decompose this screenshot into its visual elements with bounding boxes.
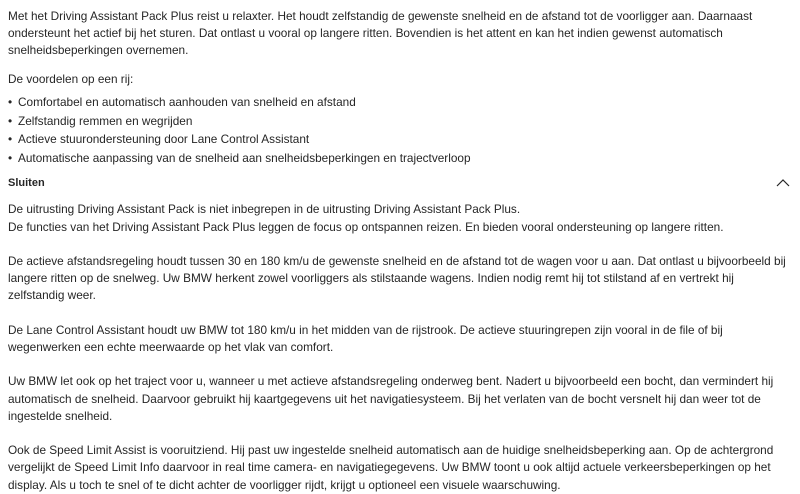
benefits-heading: De voordelen op een rij: [8, 71, 134, 86]
detail-paragraph: De uitrusting Driving Assistant Pack is niet inbegrepen in de uitrusting Driving Assistant Pack Plus. [8, 202, 521, 217]
details-section [8, 201, 792, 493]
detail-paragraph: De actieve afstandsregeling houdt tussen 30 en 180 km/u de gewenste snelheid en de afstand tot de wagen voor u aan. Dat ontlast u bijvoorbeeld bij langere ritten op de snelweg. Uw BMW herkent zowel voorliggers als stilstaande wagens. Indien nodig remt hij tot stilstand af en vertrekt hij zelfstandig weer. [8, 254, 786, 303]
bullet-icon: • [8, 132, 13, 147]
collapse-label[interactable]: Sluiten [8, 176, 45, 189]
list-item: • Zelfstandig remmen en wegrijden [8, 113, 792, 130]
detail-paragraph: Uw BMW let ook op het traject voor u, wanneer u met actieve afstandsregeling onderweg bent. Nadert u bijvoorbeeld een bocht, dan vermindert hij automatisch de snelheid. Daarvoor gebruikt hij kaartgegevens uit het navigatiesysteem. Bij het verlaten van de bocht versnelt hij dan weer tot de ingestelde snelheid. [8, 374, 774, 423]
detail-paragraph: Ook de Speed Limit Assist is vooruitziend. Hij past uw ingestelde snelheid automatisch aan de huidige snelheidsbeperking aan. Op de achtergrond vergelijkt de Speed Limit Info daarvoor in real time camera- en navigatiegegevens. Uw BMW toont u ook altijd actuele verkeersbeperkingen op het display. Als u toch te snel of te dicht achter de voorligger rijdt, krijgt u optioneel een visuele waarschuwing. [8, 443, 774, 492]
detail-paragraph: De functies van het Driving Assistant Pack Plus leggen de focus op ontspannen reizen. En bieden vooral ondersteuning op langere ritten. [8, 219, 724, 234]
list-item: • Actieve stuurondersteuning door Lane Control Assistant [8, 131, 792, 148]
bullet-icon: • [8, 151, 13, 166]
bullet-icon: • [8, 94, 13, 109]
chevron-up-icon[interactable] [776, 178, 790, 188]
bullet-icon: • [8, 113, 13, 128]
collapse-toggle[interactable] [8, 172, 792, 194]
benefits-list [8, 94, 792, 168]
list-item: • Automatische aanpassing van de snelheid aan snelheidsbeperkingen en trajectverloop [8, 150, 792, 167]
intro-paragraph: Met het Driving Assistant Pack Plus reist u relaxter. Het houdt zelfstandig de gewenste snelheid en de afstand tot de voorligger aan. Daarnaast ondersteunt het actief bij het sturen. Dat ontlast u vooral op langere ritten. Bovendien is het attent en kan het indien gewenst automatisch snelheidsbeperkingen overnemen. [8, 9, 753, 58]
list-item: • Comfortabel en automatisch aanhouden van snelheid en afstand [8, 94, 792, 111]
detail-paragraph: De Lane Control Assistant houdt uw BMW tot 180 km/u in het midden van de rijstrook. De actieve stuuringrepen zijn vooral in de file of bij wegenwerken een echte meerwaarde op het vlak van comfort. [8, 322, 723, 354]
content-panel [8, 8, 792, 494]
